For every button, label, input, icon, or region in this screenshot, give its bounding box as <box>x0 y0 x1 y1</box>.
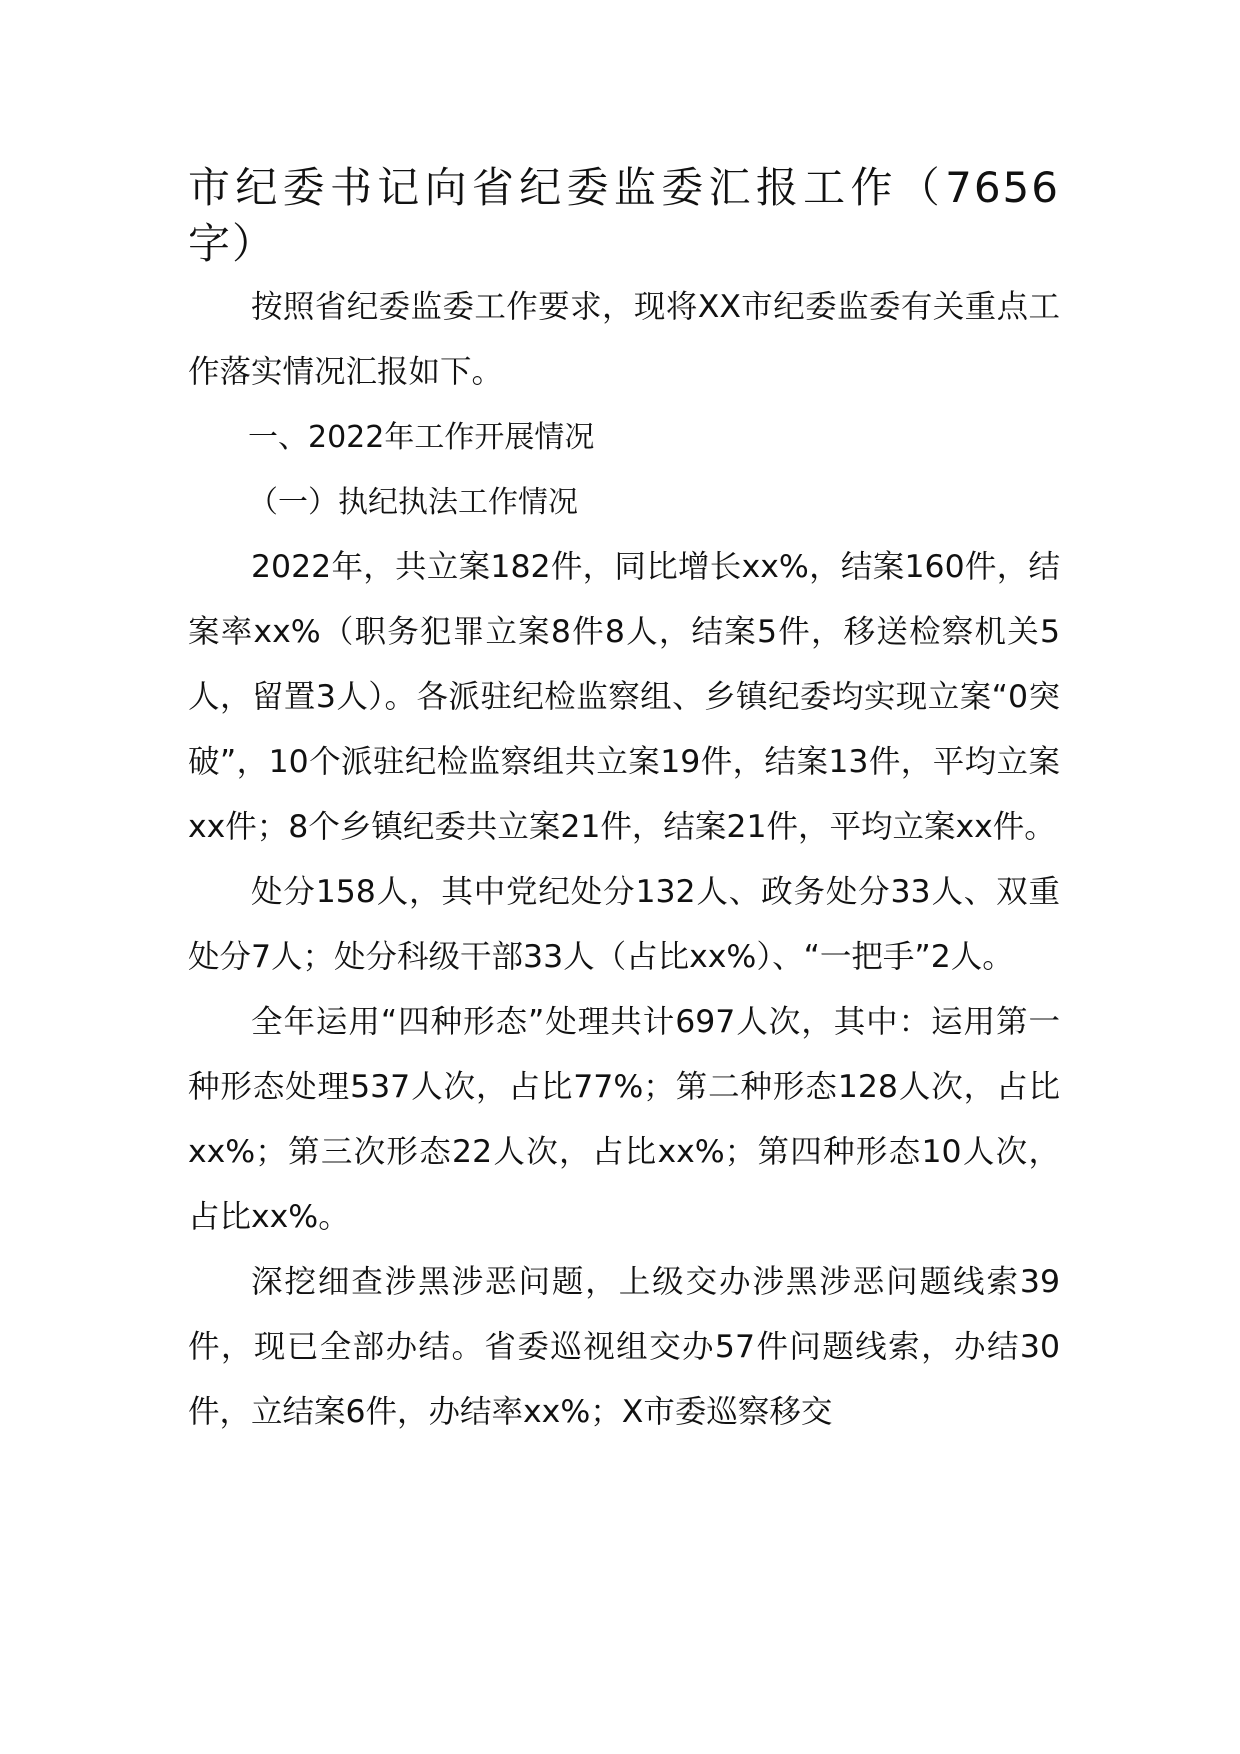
body-paragraph-four-forms: 全年运用“四种形态”处理共计697人次，其中：运用第一种形态处理537人次，占比77%；第二种形态128人次，占比xx%；第三次形态22人次，占比xx%；第四种形态10人次，占比xx%。 <box>188 1004 1060 1235</box>
body-paragraph-clues: 深挖细查涉黑涉恶问题，上级交办涉黑涉恶问题线索39件，现已全部办结。省委巡视组交办57件问题线索，办结30件，立结案6件，办结率xx%；X市委巡察移交 <box>188 1264 1060 1430</box>
subsection-heading: （一）执纪执法工作情况 <box>248 485 578 520</box>
document-page <box>188 160 1060 1445</box>
section-heading: 一、2022年工作开展情况 <box>248 420 595 455</box>
body-paragraph-case-stats: 2022年，共立案182件，同比增长xx%，结案160件，结案率xx%（职务犯罪立案8件8人，结案5件，移送检察机关5人，留置3人）。各派驻纪检监察组、乡镇纪委均实现立案“0突破”，10个派驻纪检监察组共立案19件，结案13件，平均立案xx件；8个乡镇纪委共立案21件，结案21件，平均立案xx件。 <box>188 549 1060 845</box>
intro-paragraph: 按照省纪委监委工作要求，现将XX市纪委监委有关重点工作落实情况汇报如下。 <box>188 289 1060 390</box>
body-paragraph-punishment: 处分158人，其中党纪处分132人、政务处分33人、双重处分7人；处分科级干部33人（占比xx%）、“一把手”2人。 <box>188 874 1060 975</box>
document-title: 市纪委书记向省纪委监委汇报工作（7656字） <box>188 163 1060 268</box>
